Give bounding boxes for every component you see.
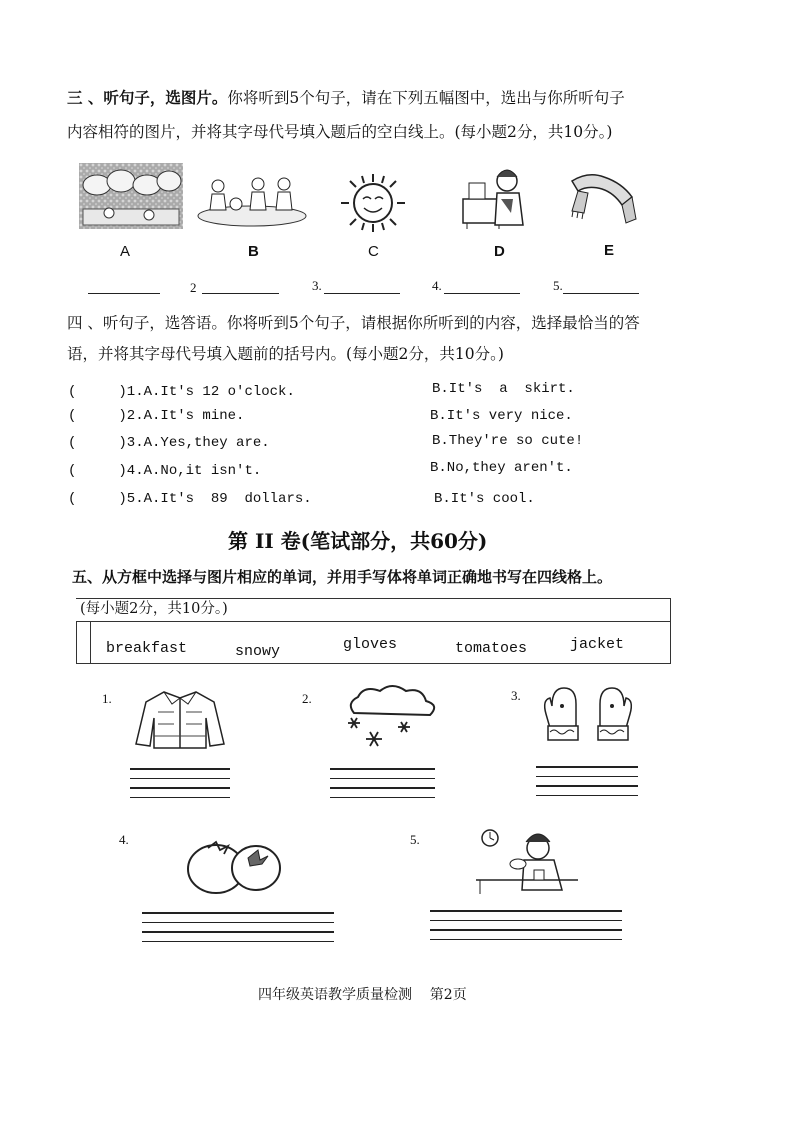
option-b: B.It's a skirt. [432, 381, 575, 397]
item-number-2: 2. [302, 691, 312, 706]
word-gloves: gloves [343, 636, 398, 653]
page-footer: 四年级英语教学质量检测 第2页 [258, 987, 467, 1003]
picture-letter-a: A [120, 243, 131, 260]
snowy-scene-icon [79, 163, 183, 229]
blank-number-4: 4. [432, 278, 442, 293]
section3-line2: 内容相符的图片，并将其字母代号填入题后的空白线上。(每小题2分，共10分。) [67, 123, 613, 141]
writing-lines-5[interactable] [430, 910, 622, 948]
section4-line1: 四 、听句子，选答语。你将听到5个句子，请根据你所听到的内容，选择最恰当的答 [67, 314, 640, 332]
word-jacket: jacket [570, 636, 625, 653]
option-a: A.No,it isn't. [143, 463, 262, 479]
item-number-5: 5. [410, 832, 420, 847]
sun-icon [335, 172, 411, 234]
item-number-4: 4. [119, 832, 129, 847]
blank-number-5: 5. [553, 278, 563, 293]
writing-lines-2[interactable] [330, 768, 435, 806]
writing-lines-1[interactable] [130, 768, 230, 806]
item-number-1: 1. [102, 691, 112, 706]
picture-letter-b: B [248, 243, 259, 260]
section3-title-bold: 三 、听句子，选图片。 [67, 88, 228, 107]
answer-blank-3[interactable] [324, 292, 400, 294]
question-3 [68, 435, 270, 451]
question-prefix[interactable]: ( )3. [68, 435, 144, 451]
scarf-icon [568, 167, 638, 225]
blank-number-3: 3. [312, 278, 322, 293]
question-1 [68, 384, 295, 400]
option-b: B.No,they aren't. [430, 460, 573, 476]
snow-cloud-icon [342, 683, 442, 749]
option-a: A.Yes,they are. [143, 435, 270, 451]
jacket-icon [134, 688, 226, 750]
answer-blank-4[interactable] [444, 292, 520, 294]
boy-at-desk-icon [461, 163, 531, 229]
children-playing-icon [196, 172, 308, 228]
boy-eating-breakfast-icon [474, 826, 580, 896]
section5-note: (每小题2分，共10分。) [80, 601, 228, 617]
question-prefix[interactable]: ( )2. [68, 408, 144, 424]
answer-blank-5[interactable] [563, 292, 639, 294]
part2-title: 第 II 卷(笔试部分，共60分) [228, 529, 488, 553]
option-b: B.They're so cute! [432, 433, 584, 449]
writing-lines-4[interactable] [142, 912, 334, 950]
question-4 [68, 463, 261, 479]
option-b: B.It's very nice. [430, 408, 573, 424]
section4-line2: 语，并将其字母代号填入题前的括号内。(每小题2分，共10分。) [67, 345, 504, 363]
word-tomatoes: tomatoes [455, 640, 528, 657]
question-2 [68, 408, 244, 424]
word-snowy: snowy [235, 643, 281, 660]
option-b: B.It's cool. [434, 491, 535, 507]
gloves-icon [540, 684, 636, 748]
option-a: A.It's 12 o'clock. [143, 384, 295, 400]
picture-letter-d: D [494, 243, 505, 260]
picture-letter-c: C [368, 243, 379, 260]
question-prefix[interactable]: ( )1. [68, 384, 144, 400]
tomatoes-icon [186, 838, 282, 896]
question-prefix[interactable]: ( )4. [68, 463, 144, 479]
blank-number-2: 2 [190, 280, 197, 295]
section3-title-rest: 你将听到5个句子，请在下列五幅图中，选出与你所听句子 [227, 89, 625, 107]
writing-lines-3[interactable] [536, 766, 638, 804]
answer-blank-1[interactable] [88, 292, 160, 294]
answer-blank-2[interactable] [202, 292, 279, 294]
item-number-3: 3. [511, 688, 521, 703]
section3-title [67, 90, 625, 107]
section5-title: 五、从方框中选择与图片相应的单词，并用手写体将单词正确地书写在四线格上。 [72, 568, 613, 586]
question-5 [68, 491, 312, 507]
word-breakfast: breakfast [106, 640, 188, 657]
option-a: A.It's mine. [143, 408, 245, 424]
question-prefix[interactable]: ( )5. [68, 491, 144, 507]
option-a: A.It's 89 dollars. [143, 491, 312, 507]
picture-letter-e: E [604, 242, 615, 259]
